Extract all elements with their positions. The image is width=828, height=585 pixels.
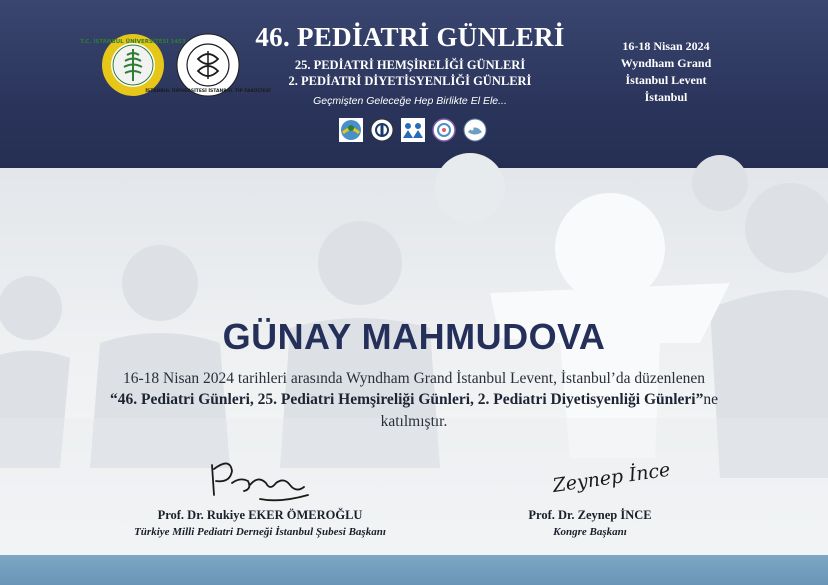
recipient-name: GÜNAY MAHMUDOVA [222,316,606,357]
iu-logo-text: T.C. İSTANBUL ÜNİVERSİTESİ 1453 [80,39,186,45]
partner-logo-5 [462,117,488,143]
event-info [596,38,736,106]
certificate-text-line3: katılmıştır. [380,413,448,430]
left-signature [200,447,320,507]
event-district: İstanbul Levent [625,73,707,87]
footer-band [0,555,828,585]
partner-logo-2 [369,117,395,143]
event-city: İstanbul [644,90,688,104]
event-venue: Wyndham Grand [620,56,712,70]
event-slogan: Geçmişten Geleceğe Hep Birlikte El Ele... [313,95,507,107]
partner-logos [338,117,488,143]
event-subtitle-nursing: 25. PEDİATRİ HEMŞİRELİĞİ GÜNLERİ [294,58,526,72]
event-title: 46. PEDİATRİ GÜNLERİ [255,22,565,52]
left-signatory-role: Türkiye Milli Pediatri Derneği İstanbul Şubesi Başkanı [134,526,386,538]
partner-logo-1 [338,117,364,143]
line2-suffix: ne [703,391,719,408]
right-signature [548,447,672,502]
itf-logo-text: İSTANBUL ÜNİVERSİTESİ İSTANBUL TIP FAKÜLTESİ [145,89,271,94]
right-signatory-name: Prof. Dr. Zeynep İNCE [528,508,652,522]
event-names: “46. Pediatri Günleri, 25. Pediatri Hemşireliği Günleri, 2. Pediatri Diyetisyenliği Günleri” [109,391,704,408]
certificate-text-line2 [0,391,828,409]
right-signatory-role: Kongre Başkanı [553,526,627,538]
istanbul-medical-faculty-logo [145,33,271,97]
header-band [0,0,828,168]
istanbul-university-logo [80,33,186,97]
event-subtitle-dietetics: 2. PEDİATRİ DİYETİSYENLİĞİ GÜNLERİ [288,74,532,88]
certificate-text-line1: 16-18 Nisan 2024 tarihleri arasında Wyndham Grand İstanbul Levent, İstanbul’da düzenlenen [122,370,705,387]
partner-logo-4 [431,117,457,143]
partner-logo-3 [400,117,426,143]
left-signatory-name: Prof. Dr. Rukiye EKER ÖMEROĞLU [157,508,363,522]
background-figures [0,168,828,555]
event-dates: 16-18 Nisan 2024 [622,39,710,53]
right-signature-script: Zeynep İnce [551,458,672,497]
